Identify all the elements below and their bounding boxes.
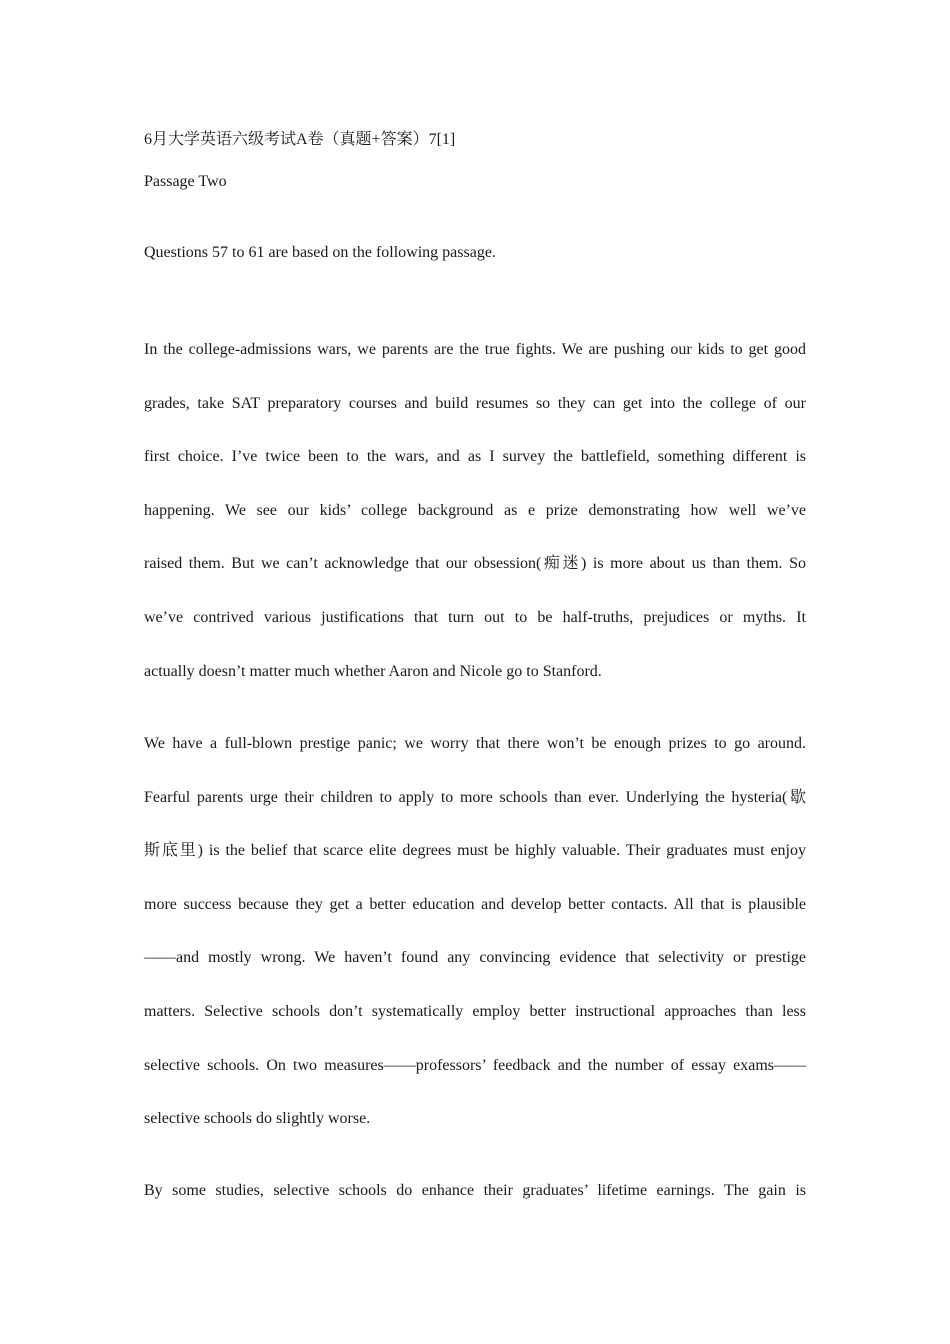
paragraph-line: matters. Selective schools don’t systematically employ better instructional approaches than less — [144, 1002, 806, 1020]
paragraph-line: happening. We see our kids’ college background as e prize demonstrating how well we’ve — [144, 501, 806, 519]
paragraph-line: selective schools do slightly worse. — [144, 1110, 371, 1128]
document-title: 6月大学英语六级考试A卷（真题+答案）7[1] — [144, 131, 456, 148]
paragraph-2 — [144, 734, 806, 1163]
passage-label: Passage Two — [144, 173, 227, 190]
questions-intro: Questions 57 to 61 are based on the following passage. — [144, 244, 496, 261]
paragraph-line: 斯底里) is the belief that scarce elite degrees must be highly valuable. Their graduates must enjoy — [144, 842, 806, 860]
paragraph-line: selective schools. On two measures——professors’ feedback and the number of essay exams—— — [144, 1056, 806, 1074]
paragraph-line: first choice. I’ve twice been to the wars, and as I survey the battlefield, something different is — [144, 448, 806, 466]
paragraph-line: We have a full-blown prestige panic; we worry that there won’t be enough prizes to go around. — [144, 735, 806, 752]
paragraph-line: more success because they get a better education and develop better contacts. All that is plausible — [144, 895, 806, 913]
paragraph-line: In the college-admissions wars, we parents are the true fights. We are pushing our kids to get good — [144, 341, 806, 358]
paragraph-line: we’ve contrived various justifications that turn out to be half-truths, prejudices or myths. It — [144, 608, 806, 626]
paragraph-1 — [144, 340, 806, 715]
paragraph-line: Fearful parents urge their children to apply to more schools than ever. Underlying the hysteria(歇 — [144, 788, 806, 806]
paragraph-3 — [144, 1181, 806, 1235]
paragraph-line: By some studies, selective schools do enhance their graduates’ lifetime earnings. The gain is — [144, 1182, 806, 1199]
paragraph-line: raised them. But we can’t acknowledge that our obsession(痴迷) is more about us than them. So — [144, 555, 806, 573]
paragraph-line: actually doesn’t matter much whether Aaron and Nicole go to Stanford. — [144, 662, 602, 680]
paragraph-line: ——and mostly wrong. We haven’t found any convincing evidence that selectivity or prestige — [144, 949, 806, 967]
paragraph-line: grades, take SAT preparatory courses and build resumes so they can get into the college of our — [144, 394, 806, 412]
